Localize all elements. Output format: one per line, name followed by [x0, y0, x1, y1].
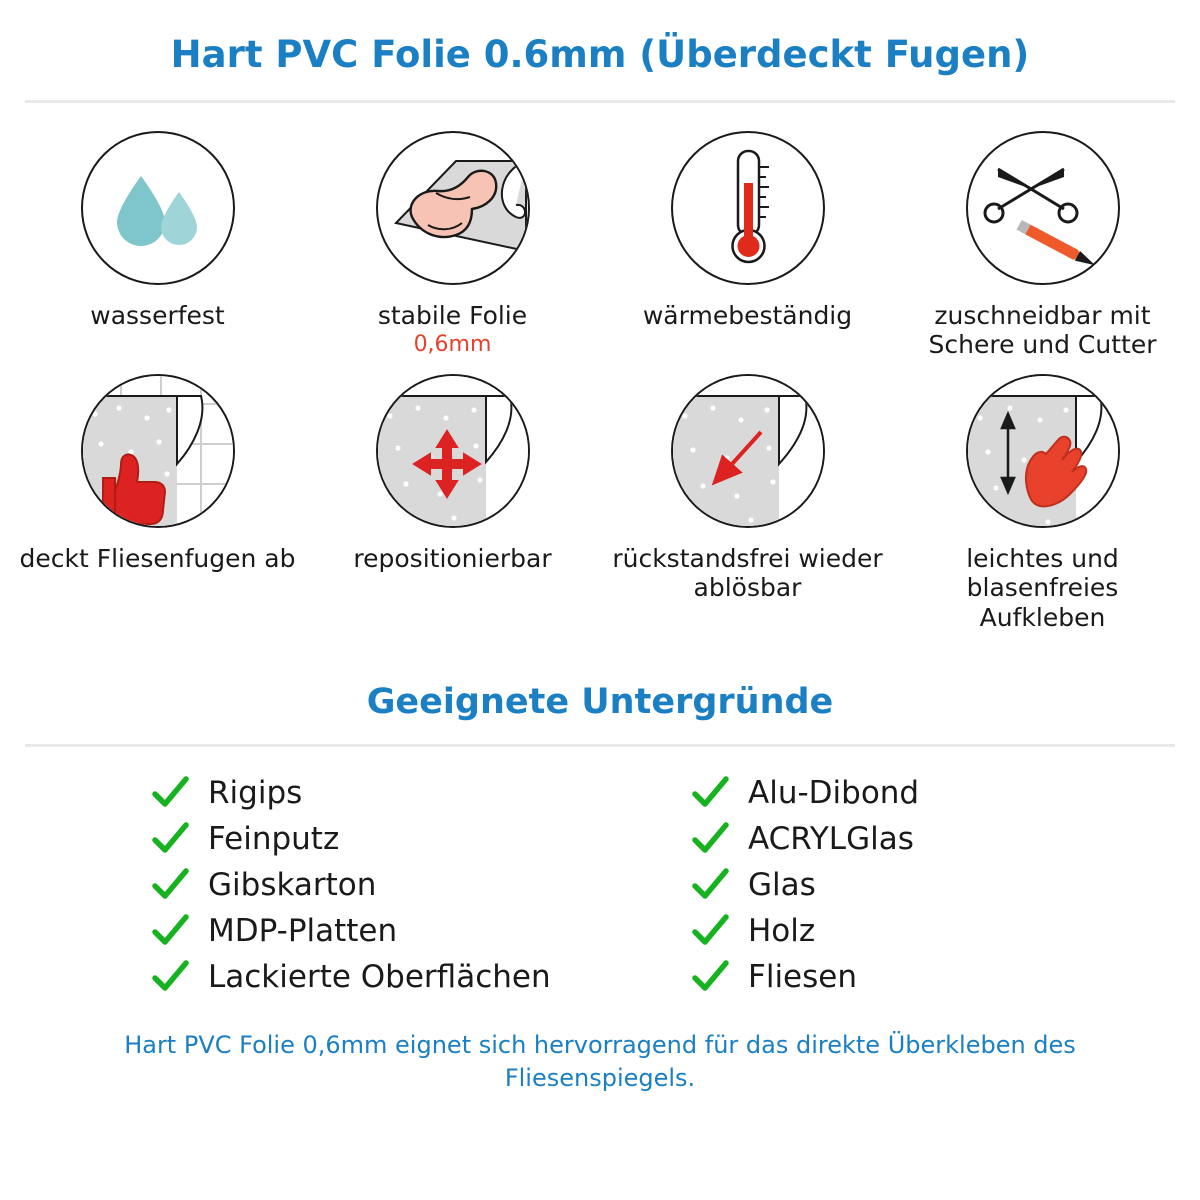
list-item-label: Glas [748, 866, 816, 903]
feature-label: wärmebeständig [642, 300, 853, 330]
feature-item [305, 364, 600, 635]
list-item-label: MDP-Platten [208, 912, 398, 949]
flexing-arm-icon [376, 131, 530, 285]
hand-smoothing-icon [966, 374, 1120, 528]
check-icon [150, 957, 190, 997]
list-item-label: Holz [748, 912, 816, 949]
feature-item [895, 121, 1190, 362]
scissors-cutter-icon [978, 143, 1108, 273]
check-icon [690, 773, 730, 813]
feature-item [10, 121, 305, 362]
list-item-label: Alu-Dibond [748, 774, 920, 811]
check-icon [690, 957, 730, 997]
list-item [690, 773, 1130, 813]
list-item [690, 911, 1130, 951]
thumbs-up-tiles-icon [81, 374, 235, 528]
feature-label: stabile Folie [377, 300, 528, 330]
feature-sublabel: 0,6mm [413, 332, 492, 358]
list-item [690, 819, 1130, 859]
divider-top [25, 100, 1175, 103]
thermometer-icon [713, 143, 783, 273]
section-title: Geeignete Untergründe [366, 682, 834, 723]
feature-label: leichtes und blasenfreies Aufkleben [966, 543, 1119, 632]
feature-item [10, 364, 305, 635]
feature-icon-circle [376, 374, 530, 528]
water-drops-icon [103, 158, 213, 258]
feature-icon-circle [81, 374, 235, 528]
reposition-arrows-icon [376, 374, 530, 528]
feature-item [600, 121, 895, 362]
feature-label: deckt Fliesenfugen ab [19, 543, 296, 573]
feature-icon-circle [81, 131, 235, 285]
check-icon [150, 773, 190, 813]
check-icon [150, 911, 190, 951]
feature-label: repositionierbar [353, 543, 552, 573]
feature-icon-circle [966, 131, 1120, 285]
substrate-lists [70, 773, 1130, 1003]
footnote: Hart PVC Folie 0,6mm eignet sich hervorragend für das direkte Überkleben des Fliesenspiegels. [124, 1031, 1076, 1092]
list-item [690, 957, 1130, 997]
feature-item [895, 364, 1190, 635]
list-item [690, 865, 1130, 905]
list-item [150, 865, 590, 905]
check-icon [150, 865, 190, 905]
feature-label: zuschneidbar mit Schere und Cutter [928, 300, 1157, 360]
check-icon [690, 865, 730, 905]
substrate-list-left [70, 773, 590, 1003]
check-icon [690, 819, 730, 859]
list-item-label: Rigips [208, 774, 303, 811]
list-item [150, 819, 590, 859]
substrate-list-right [610, 773, 1130, 1003]
list-item [150, 911, 590, 951]
page-title: Hart PVC Folie 0.6mm (Überdeckt Fugen) [170, 33, 1030, 76]
list-item [150, 957, 590, 997]
list-item-label: Fliesen [748, 958, 857, 995]
list-item-label: Gibskarton [208, 866, 377, 903]
check-icon [690, 911, 730, 951]
feature-icon-circle [376, 131, 530, 285]
check-icon [150, 819, 190, 859]
feature-label: wasserfest [90, 300, 225, 330]
feature-label: rückstandsfrei wieder ablösbar [612, 543, 883, 603]
feature-item [305, 121, 600, 362]
feature-icon-circle [966, 374, 1120, 528]
divider-middle [25, 744, 1175, 747]
list-item-label: Lackierte Oberflächen [208, 958, 551, 995]
feature-icon-circle [671, 374, 825, 528]
list-item-label: Feinputz [208, 820, 340, 857]
peel-off-arrow-icon [671, 374, 825, 528]
list-item [150, 773, 590, 813]
feature-icon-circle [671, 131, 825, 285]
feature-item [600, 364, 895, 635]
feature-grid [10, 121, 1190, 635]
list-item-label: ACRYLGlas [748, 820, 914, 857]
